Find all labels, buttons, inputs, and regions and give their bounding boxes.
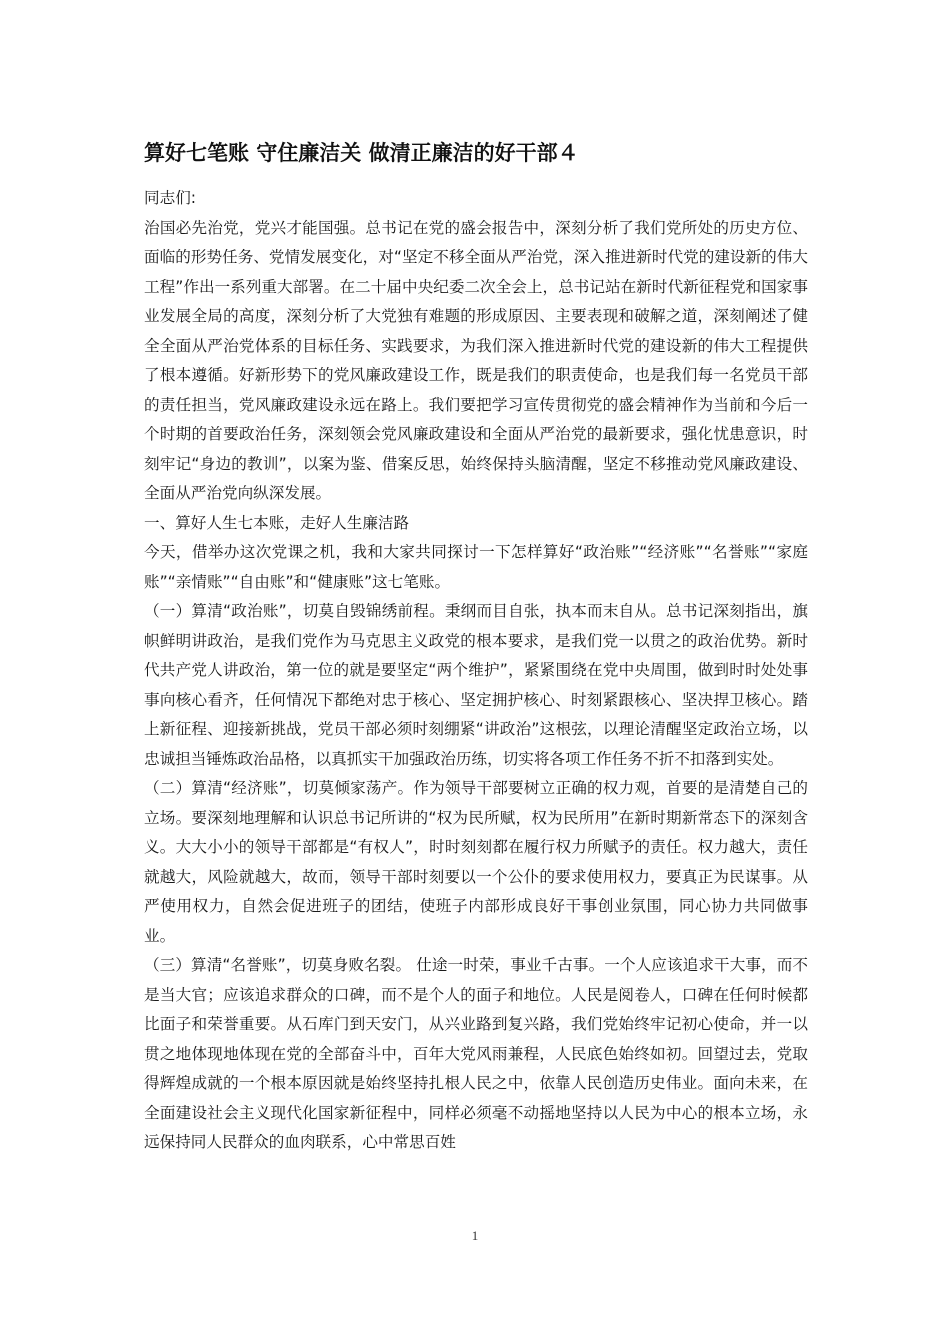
paragraph-political-account: （一）算清“政治账”，切莫自毁锦绣前程。秉纲而目自张，执本而末自从。总书记深刻指出，旗帜鲜明讲政治，是我们党作为马克思主义政党的根本要求，是我们党一以贯之的政治优势。新时代共产党人讲政治，第一位的就是要坚定“两个维护”，紧紧围绕在党中央周围，做到时时处处事事向核心看齐，任何情况下都绝对忠于核心、坚定拥护核心、时刻紧跟核心、坚决捍卫核心。踏上新征程、迎接新挑战，党员干部必须时刻绷紧“讲政治”这根弦，以理论清醒坚定政治立场，以忠诚担当锤炼政治品格，以真抓实干加强政治历练，切实将各项工作任务不折不扣落到实处。 (144, 602, 808, 768)
document-body (144, 184, 808, 1158)
page-number: 1 (471, 1228, 479, 1243)
paragraph-seven-accounts: 今天，借举办这次党课之机，我和大家共同探讨一下怎样算好“政治账”“经济账”“名誉账”“家庭账”“亲情账”“自由账”和“健康账”这七笔账。 (144, 543, 808, 591)
section-heading-one: 一、算好人生七本账，走好人生廉洁路 (144, 513, 410, 532)
document-title: 算好七笔账 守住廉洁关 做清正廉洁的好干部４ (144, 141, 579, 165)
paragraph-economic-account: （二）算清“经济账”，切莫倾家荡产。作为领导干部要树立正确的权力观，首要的是清楚自己的立场。要深刻地理解和认识总书记所讲的“权为民所赋，权为民所用”在新时期新常态下的深刻含义。大大小小的领导干部都是“有权人”，时时刻刻都在履行权力所赋予的责任。权力越大，责任就越大，风险就越大，故而，领导干部时刻要以一个公仆的要求使用权力，要真正为民谋事。从严使用权力，自然会促进班子的团结，使班子内部形成良好干事创业氛围，同心协力共同做事业。 (144, 779, 808, 945)
paragraph-intro: 治国必先治党，党兴才能国强。总书记在党的盛会报告中，深刻分析了我们党所处的历史方位、面临的形势任务、党情发展变化，对“坚定不移全面从严治党，深入推进新时代党的建设新的伟大工程”作出一系列重大部署。在二十届中央纪委二次全会上，总书记站在新时代新征程党和国家事业发展全局的高度，深刻分析了大党独有难题的形成原因、主要表现和破解之道，深刻阐述了健全全面从严治党体系的目标任务、实践要求，为我们深入推进新时代党的建设新的伟大工程提供了根本遵循。好新形势下的党风廉政建设工作，既是我们的职责使命，也是我们每一名党员干部的责任担当，党风廉政建设永远在路上。我们要把学习宣传贯彻党的盛会精神作为当前和今后一个时期的首要政治任务，深刻领会党风廉政建设和全面从严治党的最新要求，强化忧患意识，时刻牢记“身边的教训”，以案为鉴、借案反思，始终保持头脑清醒，坚定不移推动党风廉政建设、全面从严治党向纵深发展。 (144, 218, 808, 502)
salutation: 同志们: (144, 189, 197, 207)
paragraph-reputation-account: （三）算清“名誉账”，切莫身败名裂。 仕途一时荣，事业千古事。一个人应该追求干大事，而不是当大官；应该追求群众的口碑，而不是个人的面子和地位。人民是阅卷人，口碑在任何时候都比面子和荣誉重要。从石库门到天安门，从兴业路到复兴路，我们党始终牢记初心使命，并一以贯之地体现地体现在党的全部奋斗中，百年大党风雨兼程，人民底色始终如初。回望过去，党取得辉煌成就的一个根本原因就是始终坚持扎根人民之中，依靠人民创造历史伟业。面向未来，在全面建设社会主义现代化国家新征程中，同样必须毫不动摇地坚持以人民为中心的根本立场，永远保持同人民群众的血肉联系，心中常思百姓 (144, 956, 808, 1151)
